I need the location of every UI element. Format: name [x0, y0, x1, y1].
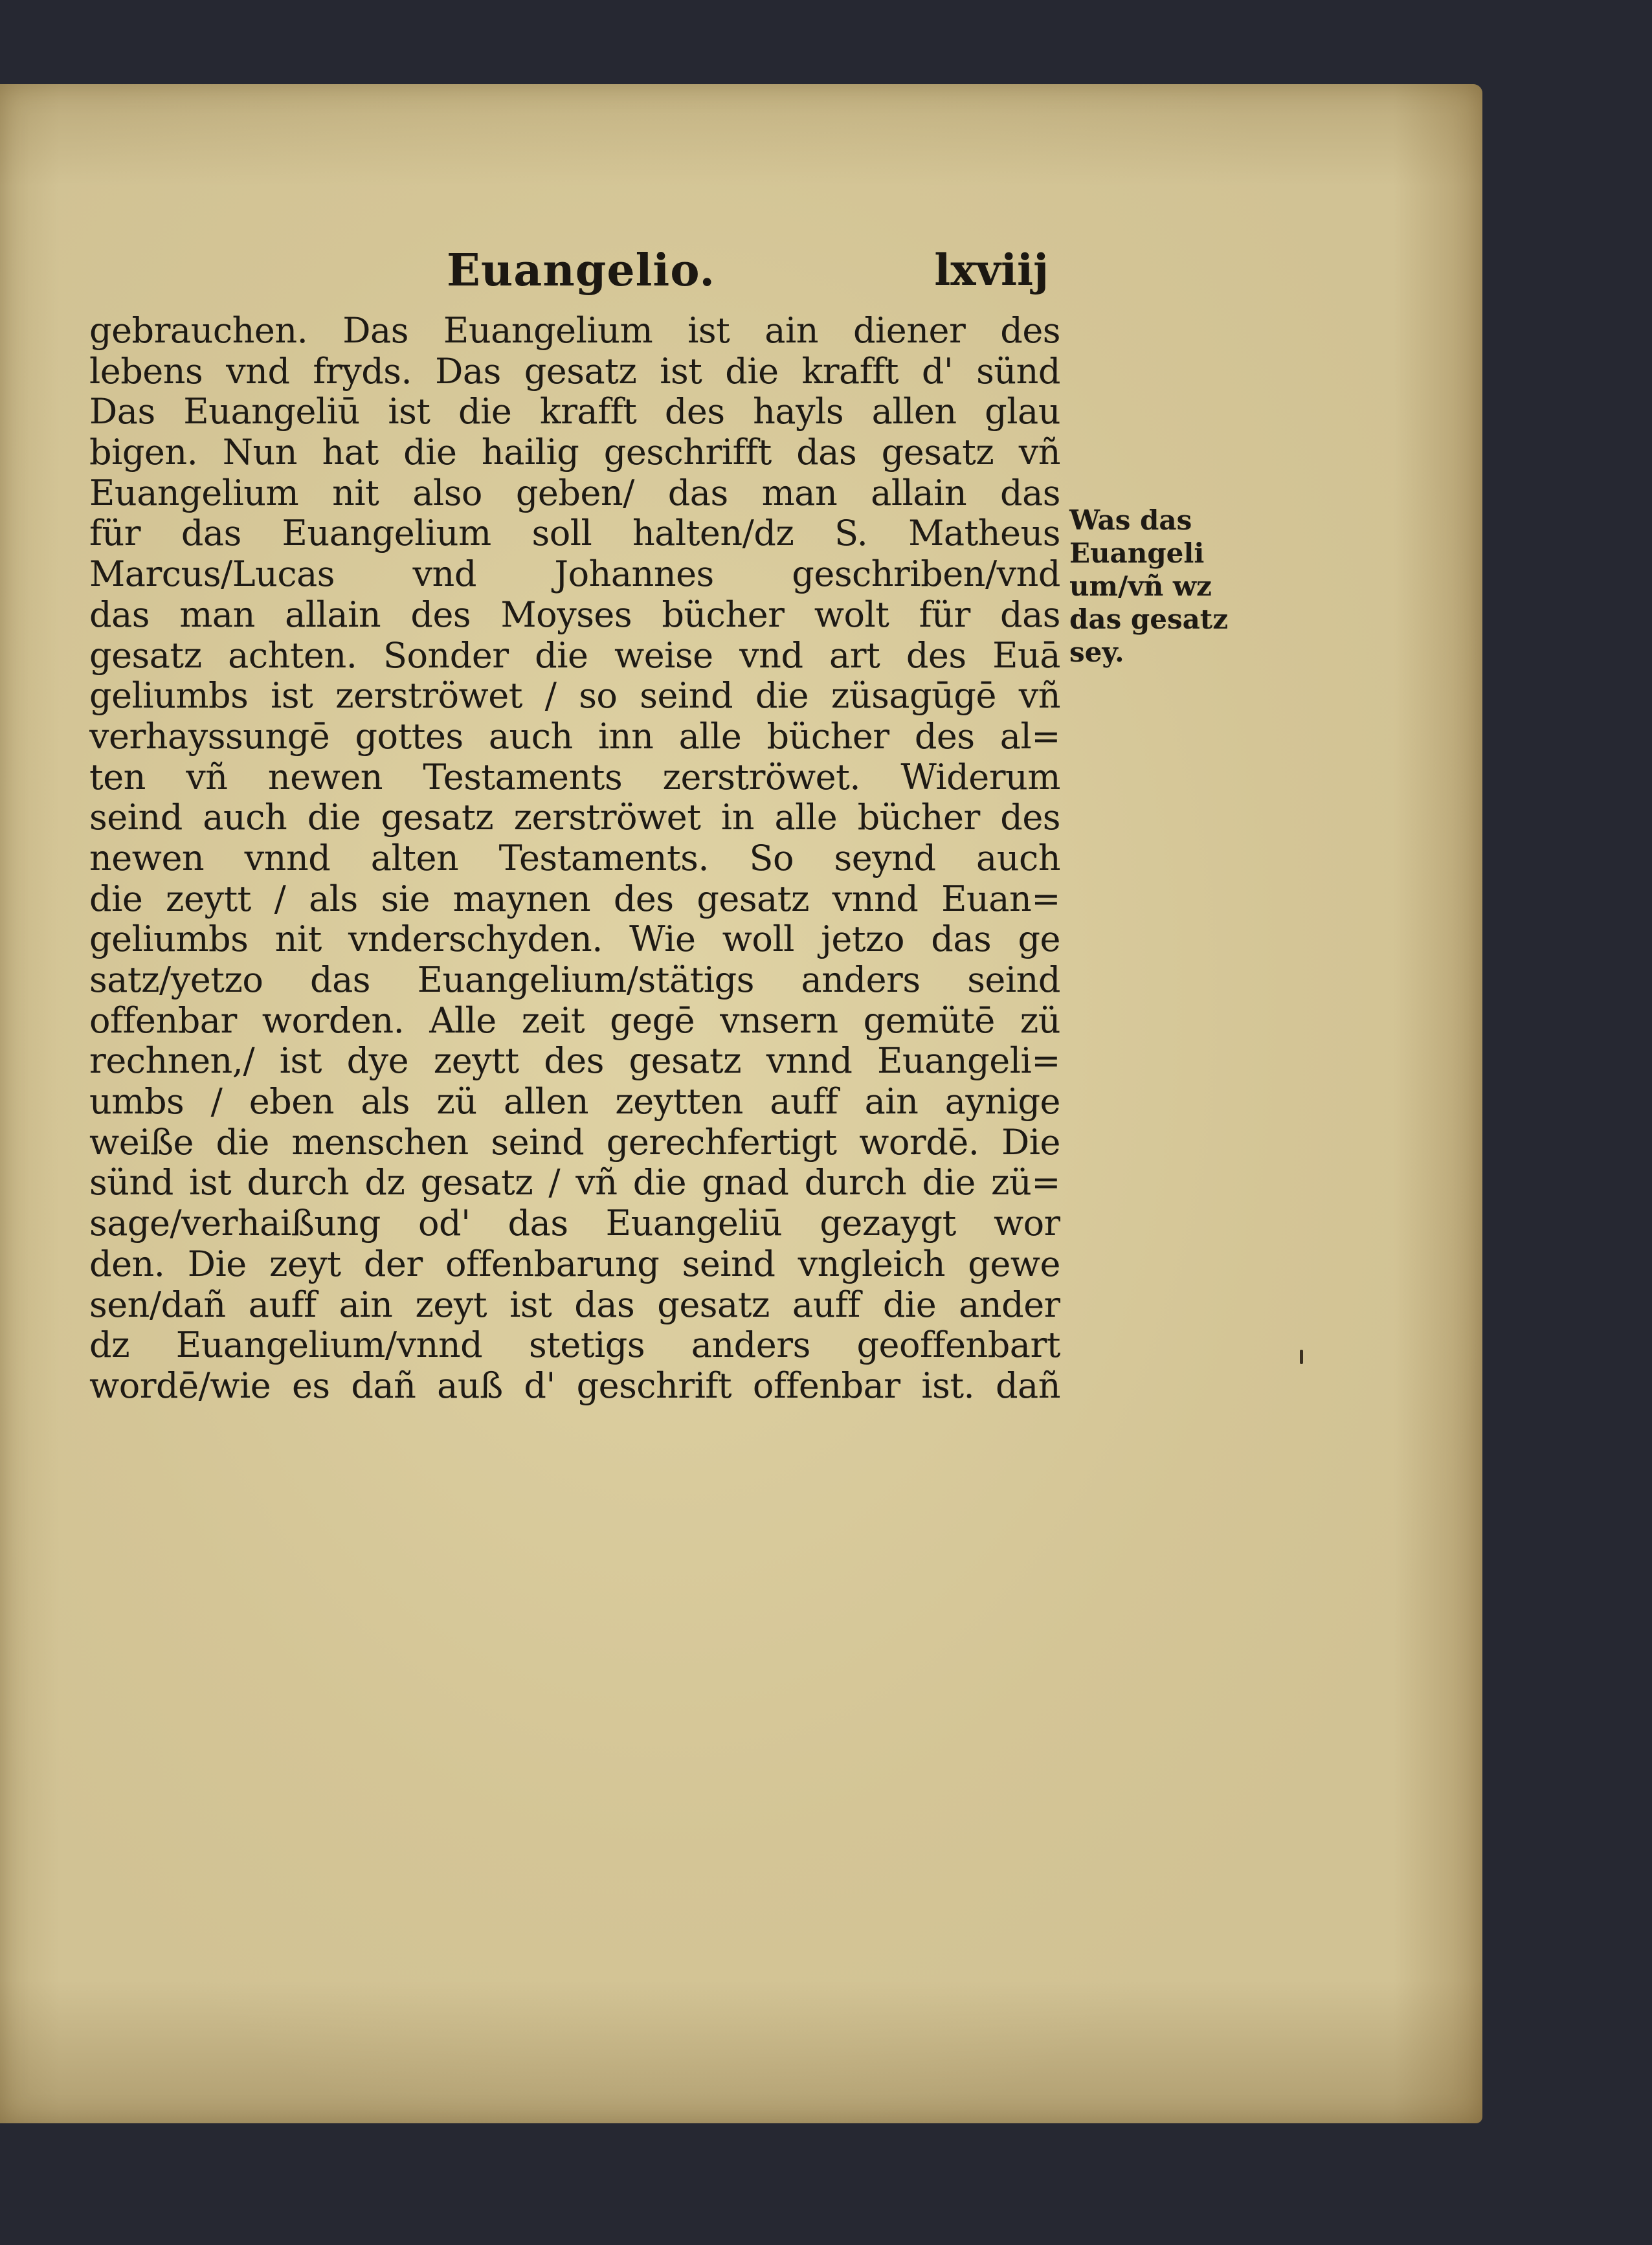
text-line: Das Euangeliū ist die krafft des hayls allen glau [89, 392, 1060, 432]
text-line: wordē/wie es dañ auß d' geschrift offenbar ist. dañ [89, 1365, 1060, 1406]
text-line: newen vnnd alten Testaments. So seynd auch [89, 838, 1060, 878]
text-line: gebrauchen. Das Euangelium ist ain diener des [89, 311, 1060, 351]
text-line: gesatz achten. Sonder die weise vnd art des Euā [89, 635, 1060, 676]
marginal-note-line: sey. [1069, 636, 1124, 668]
body-text [89, 311, 1060, 1407]
text-line: sage/verhaißung od' das Euangeliū gezaygt wor [89, 1203, 1060, 1244]
text-line: Euangelium nit also geben/ das man allain das [89, 473, 1060, 513]
text-line: weiße die menschen seind gerechfertigt wordē. Die [89, 1122, 1060, 1163]
folio-number: lxviij [934, 245, 1049, 295]
marginal-note-line: Euangeli [1069, 537, 1205, 569]
marginal-note-line: Was das [1069, 504, 1192, 536]
text-line: verhayssungē gottes auch inn alle bücher des al= [89, 716, 1060, 757]
text-line: den. Die zeyt der offenbarung seind vngleich gewe [89, 1244, 1060, 1284]
text-line: geliumbs ist zerströwet / so seind die züsagūgē vñ [89, 676, 1060, 717]
running-title: Euangelio. [447, 245, 716, 296]
text-line: offenbar worden. Alle zeit gegē vnsern gemütē zü [89, 1000, 1060, 1041]
text-line: die zeytt / als sie maynen des gesatz vnnd Euan= [89, 878, 1060, 919]
book-page [0, 84, 1482, 2123]
text-line: rechnen,/ ist dye zeytt des gesatz vnnd Euangeli= [89, 1041, 1060, 1082]
running-header [91, 245, 1049, 316]
text-line: für das Euangelium soll halten/dz S. Matheus [89, 513, 1060, 554]
text-line: satz/yetzo das Euangelium/stätigs anders seind [89, 960, 1060, 1000]
marginal-note-line: um/vñ wz [1069, 570, 1212, 602]
ink-speck [1300, 1350, 1303, 1364]
marginal-note [1069, 504, 1277, 669]
text-line: umbs / eben als zü allen zeytten auff ain aynige [89, 1082, 1060, 1122]
text-line: das man allain des Moyses bücher wolt für das [89, 594, 1060, 635]
text-line: lebens vnd fryds. Das gesatz ist die krafft d' sünd [89, 351, 1060, 392]
text-line: sünd ist durch dz gesatz / vñ die gnad durch die zü= [89, 1163, 1060, 1203]
text-line: geliumbs nit vnderschyden. Wie woll jetzo das ge [89, 919, 1060, 960]
text-line: Marcus/Lucas vnd Johannes geschriben/vnd [89, 554, 1060, 595]
text-line: seind auch die gesatz zerströwet in alle bücher des [89, 798, 1060, 838]
text-line: sen/dañ auff ain zeyt ist das gesatz auff die ander [89, 1284, 1060, 1325]
text-line: ten vñ newen Testaments zerströwet. Widerum [89, 757, 1060, 798]
text-line: dz Euangelium/vnnd stetigs anders geoffenbart [89, 1325, 1060, 1366]
text-line: bigen. Nun hat die hailig geschrifft das gesatz vñ [89, 432, 1060, 473]
marginal-note-line: das gesatz [1069, 603, 1229, 635]
